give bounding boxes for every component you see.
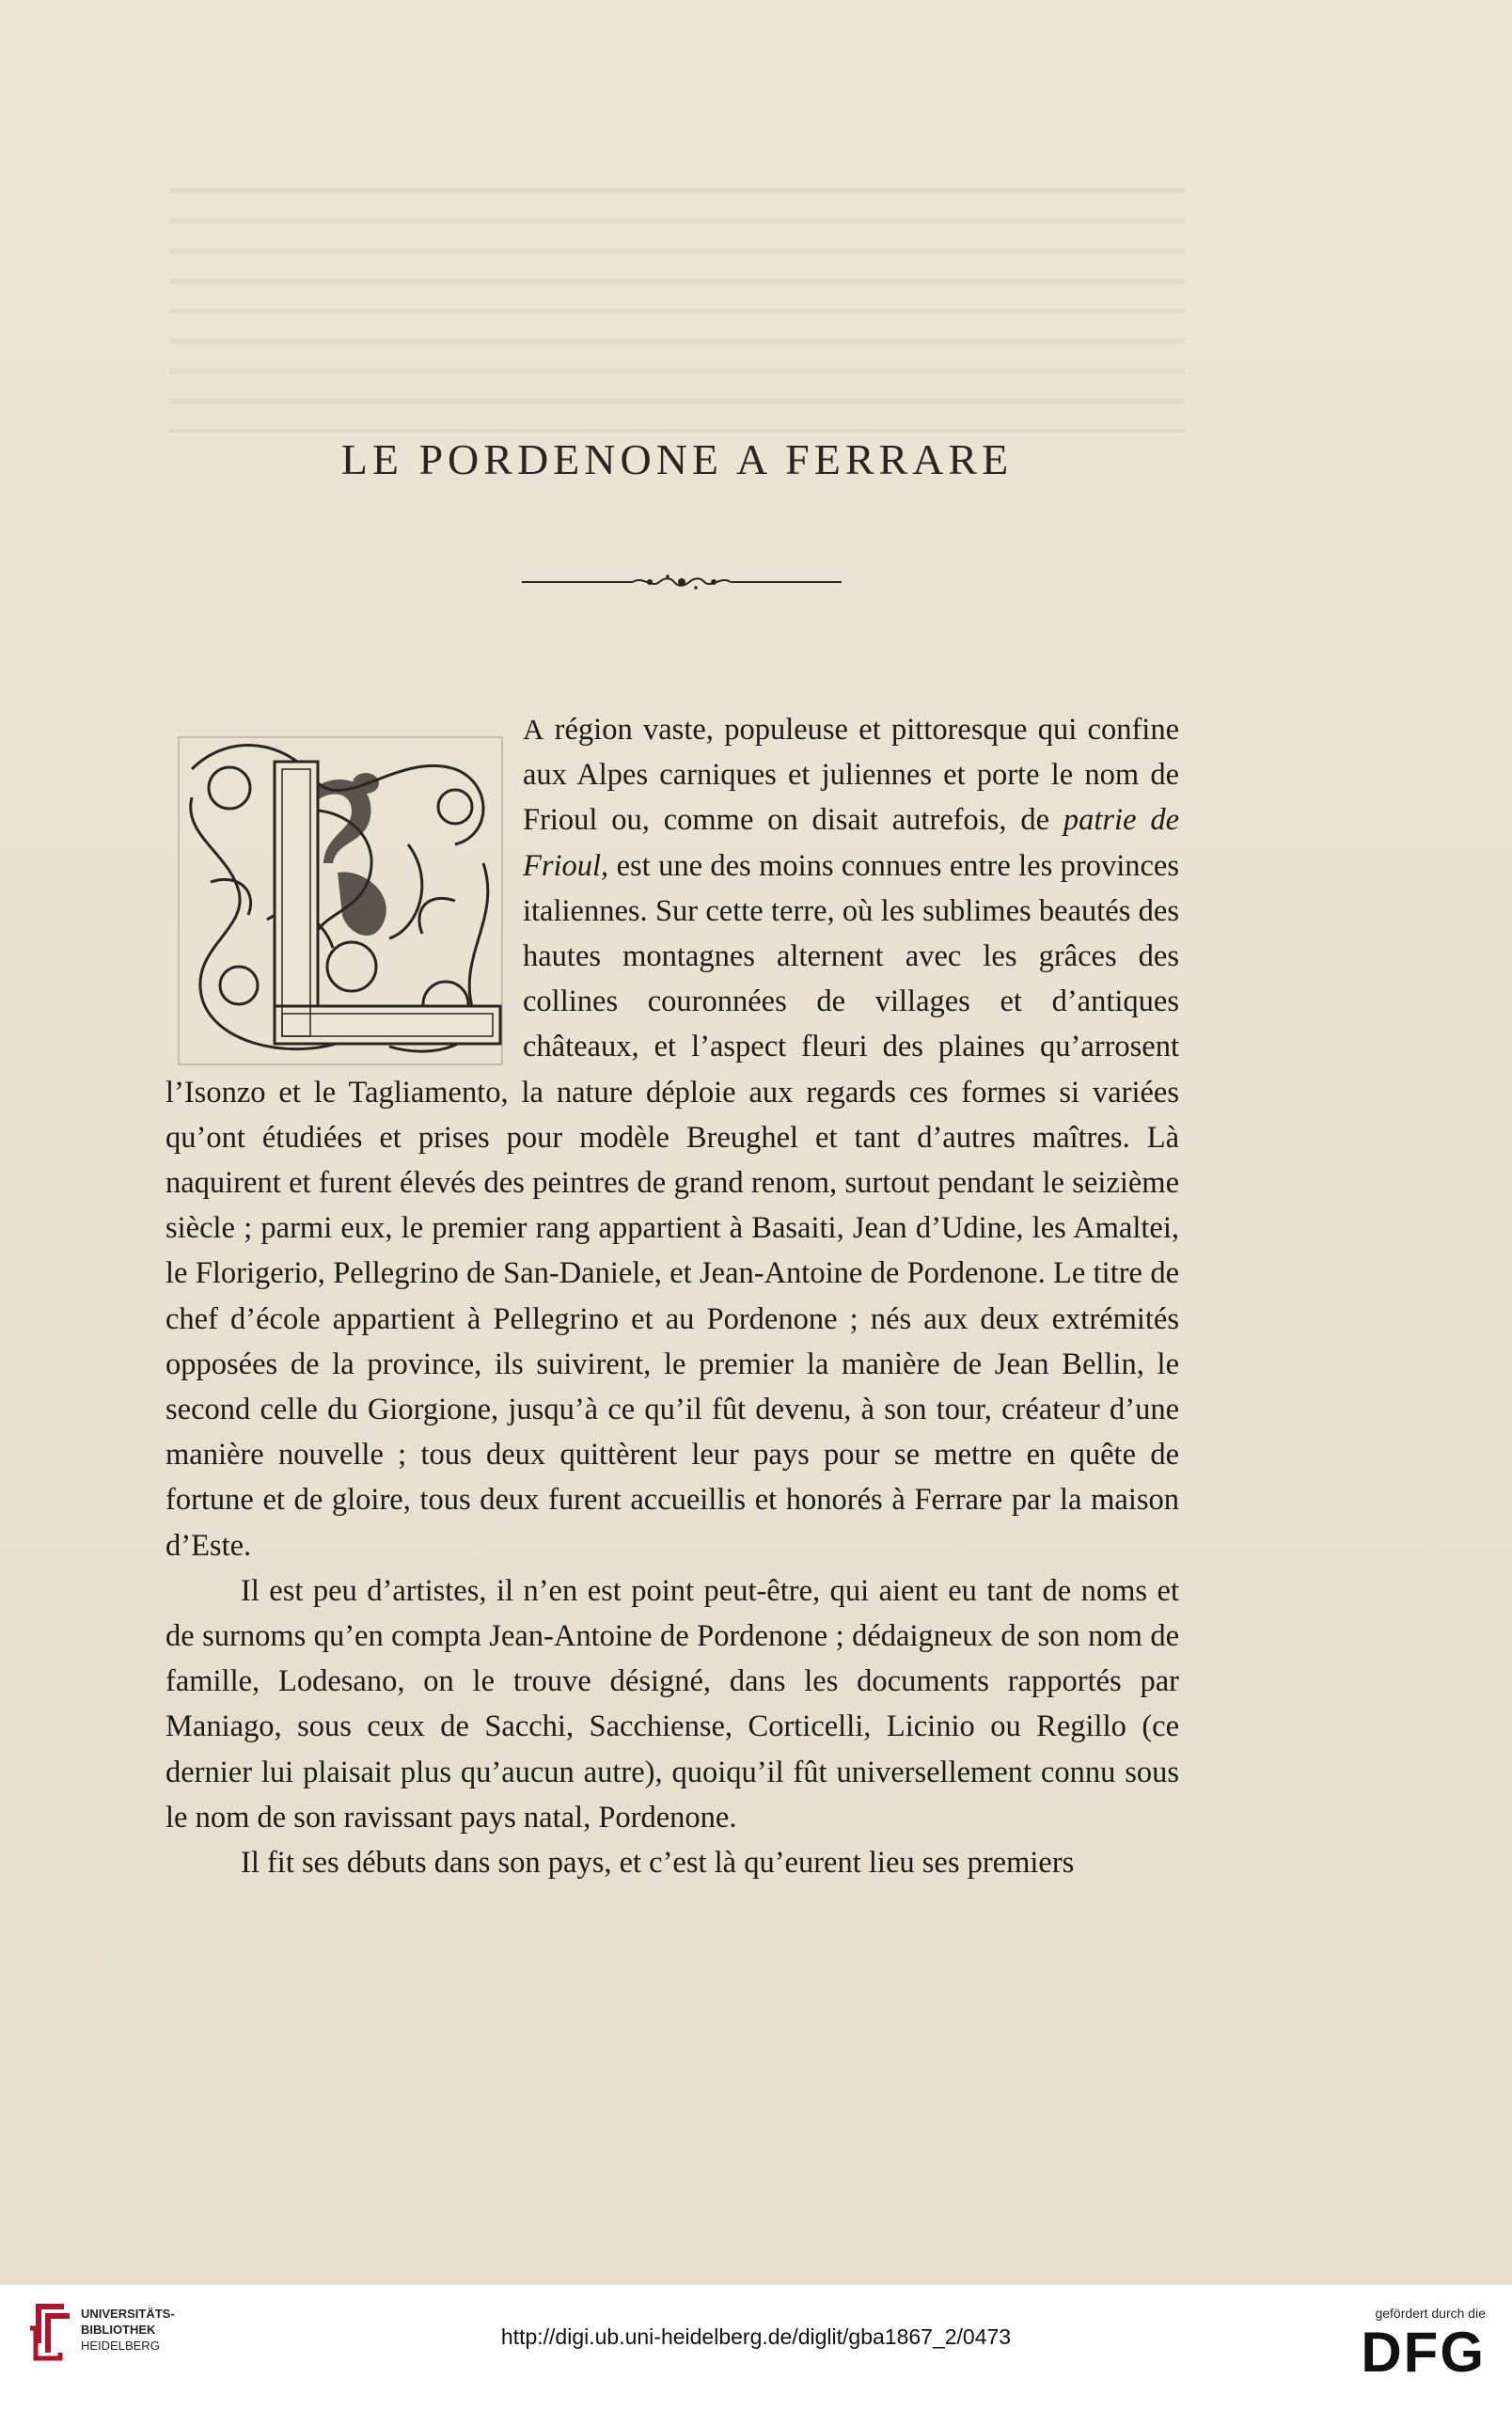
dfg-logo: DFG — [1361, 2321, 1486, 2384]
paragraph-2: Il est peu d’artistes, il n’en est point peut-être, qui aient eu tant de noms et de surnoms qu’en compta Jean-Antoine de Pordenone ; dédaigneux de son nom de famille, Lodesano, on le trouve désigné, dans les documents rapportés par Maniago, sous ceux de Sacchi, Sacchiense, Corticelli, Licinio ou Regillo (ce dernier lui plaisait plus qu’aucun autre), quoiqu’il fût universellement connu sous le nom de son ravissant pays natal, Pordenone. — [165, 1573, 1179, 1835]
permalink-url[interactable]: http://digi.ub.uni-heidelberg.de/diglit/gba1867_2/0473 — [500, 2324, 1012, 2349]
library-name-line-3: HEIDELBERG — [81, 2339, 160, 2353]
fleuron-rule-icon — [522, 568, 842, 596]
paragraph-1 — [165, 707, 1179, 1568]
first-letter: A — [523, 713, 544, 746]
library-name-line-1: UNIVERSITÄTS- — [81, 2307, 175, 2321]
funding-note: gefördert durch die — [1375, 2306, 1486, 2321]
italic-phrase: patrie de Frioul, — [523, 803, 1179, 883]
article-body — [165, 707, 1179, 1885]
paragraph-1-end: est une des moins connues entre les provinces italiennes. Sur cette terre, où les sublimes beautés des hautes montagnes alternent avec les grâces des collines couronnées de villages et d’antiques châteaux, et l’aspect fleuri des plaines qu’arrosent l’Isonzo et le Tagliamento, la nature déploie aux regards ces formes si variées qu’ont étudiées et prises pour modèle Breughel et tant d’autres maîtres. Là naquirent et furent élevés des peintres de grand renom, surtout pendant le seizième siècle ; parmi eux, le premier rang appartient à Basaiti, Jean d’Udine, les Amaltei, le Florigerio, Pellegrino de San-Daniele, et Jean-Antoine de Pordenone. Le titre de chef d’école appartient à Pellegrino et au Pordenone ; nés aux deux extrémités opposées de la province, ils suivirent, le premier la manière de Jean Bellin, le second celle du Giorgione, jusqu’à ce qu’il fût devenu, à son tour, créateur d’une manière nouvelle ; tous deux quittèrent leur pays pour se mettre en quête de fortune et de gloire, tous deux furent accueillis et honorés à Ferrare par la maison d’Este. — [165, 848, 1179, 1563]
library-name-line-2: BIBLIOTHEK — [81, 2323, 156, 2337]
paragraph-3: Il fit ses débuts dans son pays, et c’est là qu’eurent lieu ses premiers — [241, 1846, 1075, 1881]
article-title: LE PORDENONE A FERRARE — [340, 435, 1014, 483]
paragraph-1-text: région vaste, populeuse et pittoresque qui confine aux Alpes carniques et juliennes et porte le nom de Frioul ou, comme on disait autrefois, de — [523, 713, 1179, 838]
show-through-text — [169, 188, 1185, 433]
initial-space — [165, 711, 523, 1061]
